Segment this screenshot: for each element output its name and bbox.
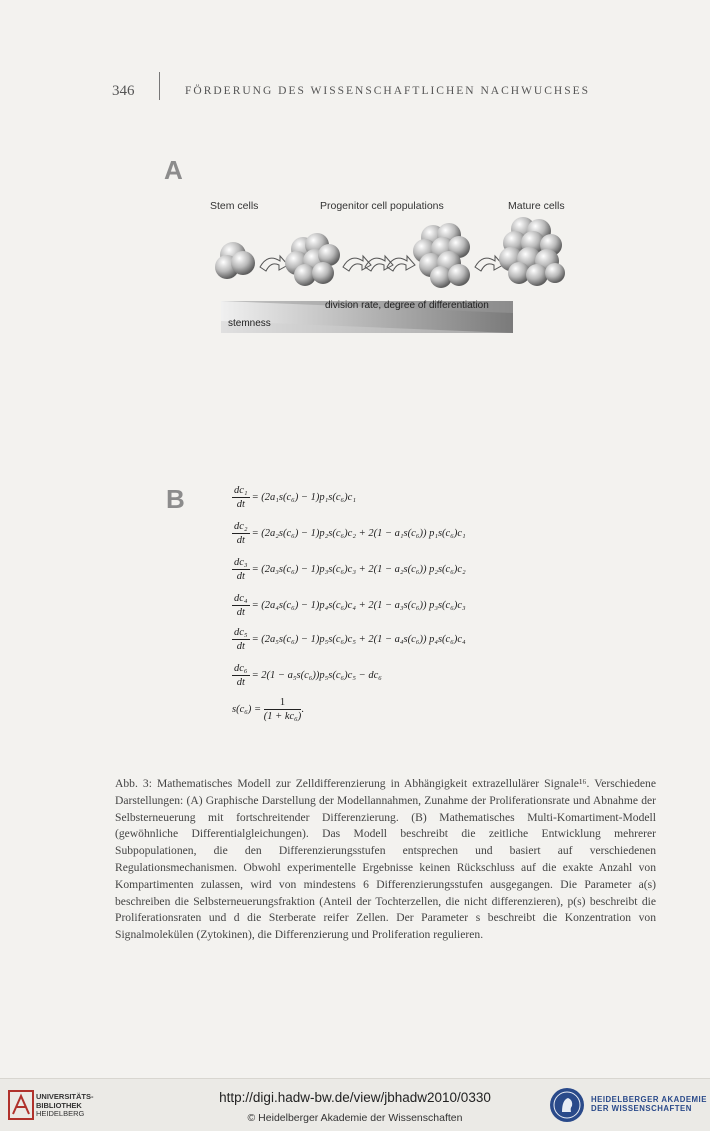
figure-b-label: B (166, 484, 185, 514)
equation-2: $\frac{\text{dc₂}}{dt}$ = (2a₂s(c₆) − 1)p₂s(c₆)c₂ + 2(1 − a₁s(c₆)) p₁s(c₆)c₁ (234, 521, 466, 546)
stem-cell-cluster (215, 242, 255, 279)
equation-6: $\frac{\text{dc₆}}{dt}$ = 2(1 − a₅s(c₆))p₅s(c₆)c₅ − dc₆ (234, 663, 382, 688)
equation-s: s(c₆) = $\frac{1}{\text{(1 + kc₆)}}$ . (232, 697, 304, 722)
academy-name: HEIDELBERGER AKADEMIE DER WISSENSCHAFTEN (591, 1095, 707, 1113)
equation-5: $\frac{\text{dc₅}}{dt}$ = (2a₅s(c₆) − 1)p₅s(c₆)c₅ + 2(1 − a₄s(c₆)) p₄s(c₆)c₄ (234, 627, 466, 652)
figure-a-label: A (164, 155, 183, 185)
library-name: UNIVERSITÄTS- BIBLIOTHEK HEIDELBERG (36, 1092, 94, 1118)
arrow-icon (260, 256, 288, 271)
header-divider (159, 72, 160, 100)
figure-caption: Abb. 3: Mathematisches Modell zur Zelldifferenzierung in Abhängigkeit extrazellulärer Signale¹⁶. Verschiedene Darstellungen: (A) Graphische Darstellung der Modellannahmen, Zunahme der Proliferationsrate und Abnahme der Selbsterneuerung mit fortschreitender Differenzierung. (B) Mathematisches Multi-Komartiment-Modell (gewöhnliche Differentialgleichungen). Das Modell beschreibt die zeitliche Entwicklung mehrerer Subpopulationen, die den Differenzierungsstufen entsprechen und basiert auf verschiedenen Regulationsmechanismen. Obwohl experimentelle Ergebnisse keinen Rückschluss auf die exakte Anzahl von Kompartimenten zulassen, wird von mindestens 6 Differenzierungsstufen ausgegangen. Die Parameter a(s) beschreiben die Selbsterneuerungsfraktion (Anteil der Tochterzellen, die nicht differenzieren), p(s) beschreibt die Proliferationsraten und d die Sterberate reifer Zellen. Der Parameter s beschreibt die Konzentration von Signalmolekülen (Zytokinen), die Differenzierung und Proliferation regulieren. (115, 777, 656, 942)
stemness-bar-label: stemness (228, 318, 271, 329)
equation-1: $\frac{\text{dc₁}}{dt}$ = (2a₁s(c₆) − 1)p₁s(c₆)c₁ (234, 485, 356, 510)
permalink-url[interactable]: http://digi.hadw-bw.de/view/jbhadw2010/0330 (219, 1090, 491, 1105)
running-title: FÖRDERUNG DES WISSENSCHAFTLICHEN NACHWUCHSES (185, 85, 591, 97)
progenitor-cluster-1 (285, 233, 340, 286)
equation-3: $\frac{\text{dc₃}}{dt}$ = (2a₃s(c₆) − 1)p₃s(c₆)c₃ + 2(1 − a₂s(c₆)) p₂s(c₆)c₂ (234, 557, 466, 582)
academy-seal-icon (548, 1086, 586, 1124)
equation-4: $\frac{\text{dc₄}}{dt}$ = (2a₄s(c₆) − 1)p₄s(c₆)c₄ + 2(1 − a₃s(c₆)) p₃s(c₆)c₃ (234, 593, 466, 618)
mature-cells-label: Mature cells (508, 200, 565, 212)
copyright-notice: © Heidelberger Akademie der Wissenschaften (247, 1112, 463, 1124)
stem-cells-label: Stem cells (210, 200, 259, 212)
differentiation-bar-label: division rate, degree of differentiation (325, 300, 489, 311)
page-number: 346 (112, 83, 135, 99)
progenitor-label: Progenitor cell populations (320, 200, 444, 212)
arrow-icon (475, 256, 503, 271)
progenitor-cluster-2 (413, 223, 470, 288)
mature-cell-cluster (499, 217, 565, 286)
